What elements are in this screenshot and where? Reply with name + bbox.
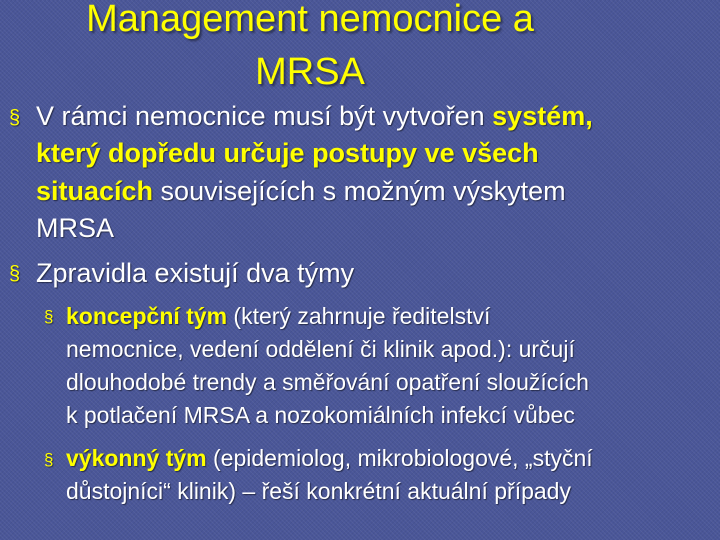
bullet-2-line-1: Zpravidla existují dva týmy <box>36 258 355 288</box>
sub-bullet-1-text: (který zahrnuje ředitelství <box>227 303 491 329</box>
sub-bullet-1-line-1 <box>66 305 490 328</box>
bullet-marker-icon: § <box>44 450 54 469</box>
sub-bullet-1-line-3: dlouhodobé trendy a směřování opatření sloužících <box>66 369 589 395</box>
sub-bullet-2-text: (epidemiolog, mikrobiologové, „styční <box>206 445 593 471</box>
bullet-1-line-2: který dopředu určuje postupy ve všech <box>36 138 539 168</box>
sub-bullet-1-line-2: nemocnice, vedení oddělení či klinik apod.): určují <box>66 336 575 362</box>
bullet-marker-icon: § <box>9 107 21 129</box>
sub-bullet-2-line-1 <box>66 447 593 470</box>
bullet-1-text: V rámci nemocnice musí být vytvořen <box>36 101 493 131</box>
bullet-marker-icon: § <box>9 263 21 285</box>
bullet-marker-icon: § <box>44 307 54 326</box>
bullet-1-highlight: systém, <box>492 101 593 131</box>
sub-bullet-2-highlight: výkonný tým <box>66 445 207 471</box>
bullet-1-text: souvisejících s možným výskytem <box>153 176 566 206</box>
sub-bullet-1-line-4: k potlačení MRSA a nozokomiálních infekcí vůbec <box>66 402 575 428</box>
bullet-1-line-3 <box>36 178 566 205</box>
bullet-1-line-4: MRSA <box>36 213 115 243</box>
slide-title-line-1: Management nemocnice a <box>86 0 534 40</box>
slide-title-line-2: MRSA <box>255 51 365 93</box>
sub-bullet-2-line-2: důstojníci“ klinik) – řeší konkrétní aktuální případy <box>66 478 571 504</box>
sub-bullet-1-highlight: koncepční tým <box>66 303 228 329</box>
bullet-1-line-1 <box>36 103 593 130</box>
bullet-1-highlight: situacích <box>36 176 154 206</box>
